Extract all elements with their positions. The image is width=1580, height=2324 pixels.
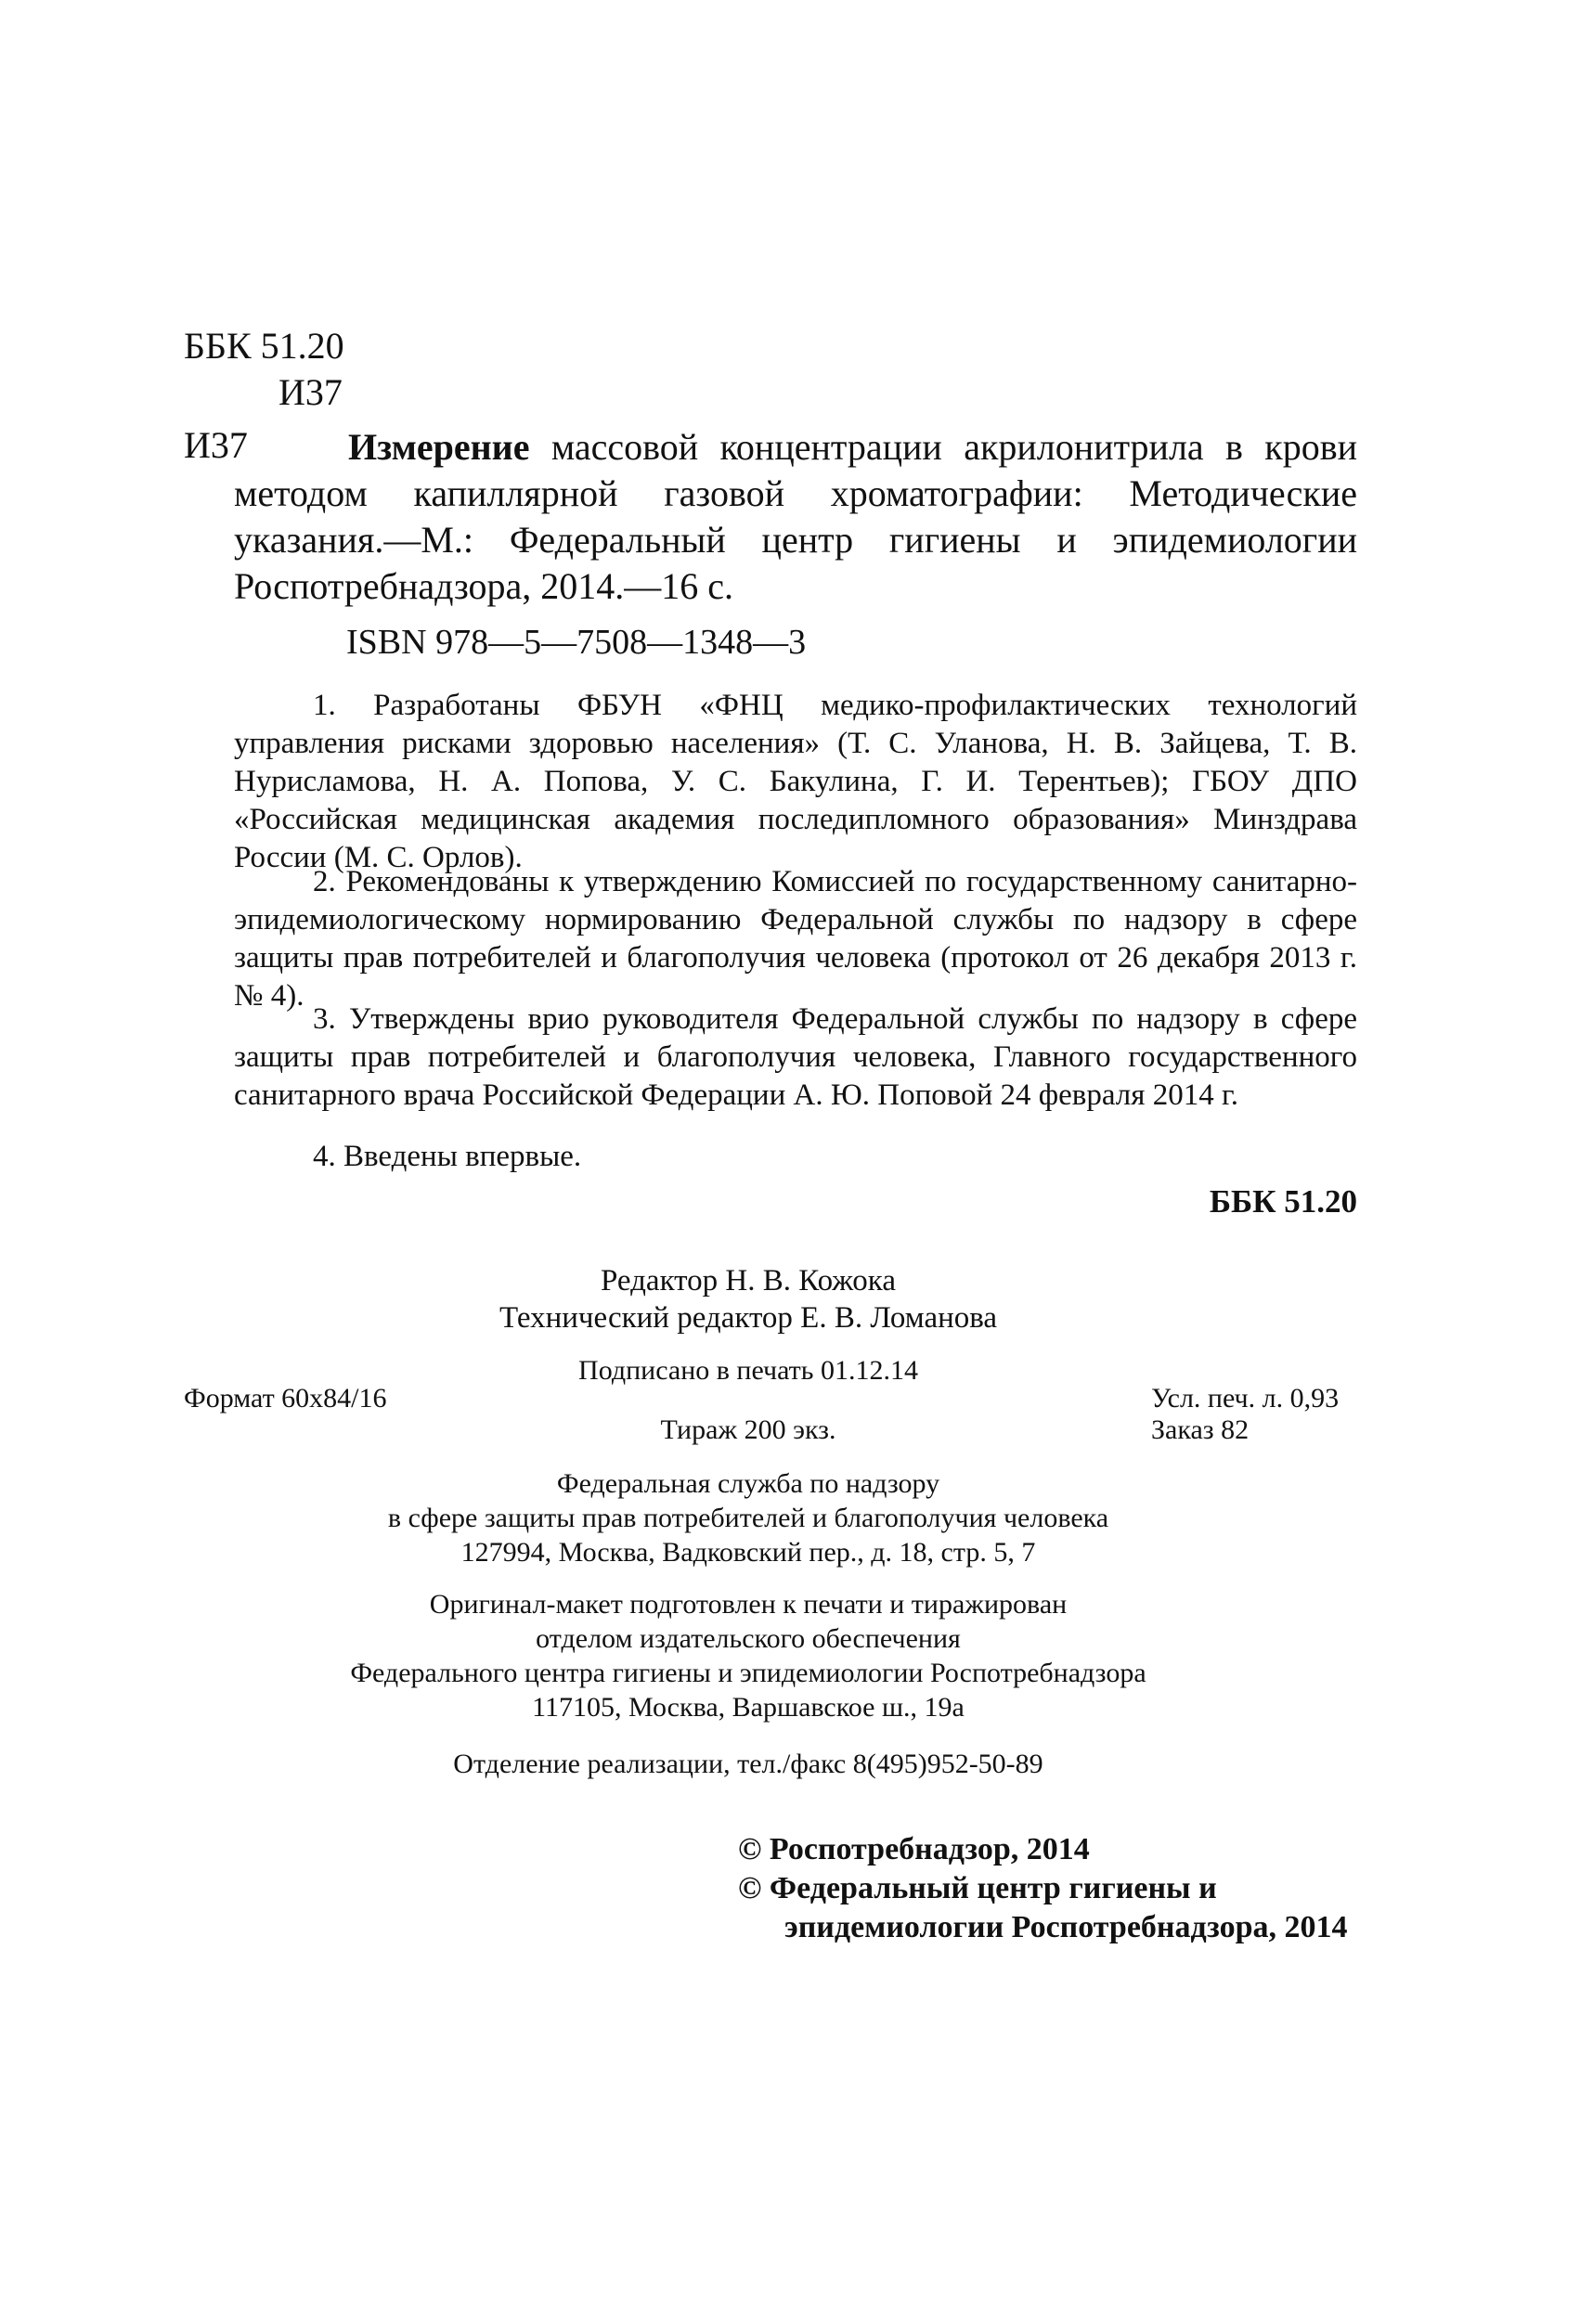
layout-maker-block <box>0 1587 1538 1724</box>
publisher-address: 127994, Москва, Вадковский пер., д. 18, стр. 5, 7 <box>460 1537 1036 1568</box>
paragraph-introduced: 4. Введены впервые. <box>313 1140 582 1173</box>
publisher-line: в сфере защиты прав потребителей и благополучия человека <box>387 1503 1109 1533</box>
paragraph-approved: 3. Утверждены врио руководителя Федеральной службы по надзору в сфере защиты прав потребителей и благополучия человека, Главного государственного санитарного врача Российской Федерации А. Ю. Поповой 24 февраля 2014 г. <box>234 1002 1357 1112</box>
paragraph-developed: 1. Разработаны ФБУН «ФНЦ медико-профилактических технологий управления рисками здоровью населения» (Т. С. Уланова, Н. В. Зайцева, Т. В. Нурисламова, Н. А. Попова, У. С. Бакулина, Г. И. Терентьев); ГБОУ ДПО «Российская медицинская академия последипломного образования» Минздрава России (М. С. Орлов). <box>234 689 1357 874</box>
publisher-block <box>0 1466 1538 1569</box>
entry-author-mark: И37 <box>184 424 248 466</box>
paragraph-recommended: 2. Рекомендованы к утверждению Комиссией по государственному санитарно-эпидемиологическому нормированию Федеральной службы по надзору в сфере защиты прав потребителей и благополучия человека (протокол от 26 декабря 2013 г. № 4). <box>234 865 1357 1013</box>
copyright-line: эпидемиологии Роспотребнадзора, 2014 <box>784 1910 1348 1944</box>
technical-editor: Технический редактор Е. В. Ломанова <box>499 1301 998 1335</box>
entry-title-bold: Измерение <box>348 426 530 468</box>
maker-line: Федерального центра гигиены и эпидемиологии Роспотребнадзора <box>350 1658 1146 1688</box>
copyright-line: © Федеральный центр гигиены и <box>738 1871 1217 1905</box>
maker-line: Оригинал-макет подготовлен к печати и тиражирован <box>429 1589 1068 1620</box>
maker-line: отделом издательского обеспечения <box>536 1623 961 1654</box>
bbk-code-top: ББК 51.20 <box>184 325 344 367</box>
publisher-line: Федеральная служба по надзору <box>556 1468 940 1499</box>
bbk-code-bottom: ББК 51.20 <box>1209 1183 1357 1220</box>
copyright-block <box>738 1830 1348 1947</box>
entry-title-rest: массовой концентрации акрилонитрила в крови методом капиллярной газовой хроматографии: Методические указания.—М.: Федеральный центр гигиены и эпидемиологии Роспотребнадзора, 2014.—16 с. <box>234 426 1358 607</box>
signed-to-print: Подписано в печать 01.12.14 <box>578 1355 918 1386</box>
editor: Редактор Н. В. Кожока <box>601 1264 896 1298</box>
sales-contact: Отделение реализации, тел./факс 8(495)952-50-89 <box>453 1749 1043 1779</box>
bibliographic-entry <box>234 424 1357 610</box>
order-number: Заказ 82 <box>1151 1414 1250 1445</box>
copyright-line: © Роспотребнадзор, 2014 <box>738 1832 1090 1866</box>
maker-address: 117105, Москва, Варшавское ш., 19а <box>532 1692 965 1723</box>
paper-format: Формат 60x84/16 <box>184 1383 387 1414</box>
isbn: ISBN 978—5—7508—1348—3 <box>346 623 807 662</box>
print-run: Тираж 200 экз. <box>660 1414 836 1445</box>
printed-sheets: Усл. печ. л. 0,93 <box>1151 1383 1340 1414</box>
author-mark-top: И37 <box>278 371 343 413</box>
